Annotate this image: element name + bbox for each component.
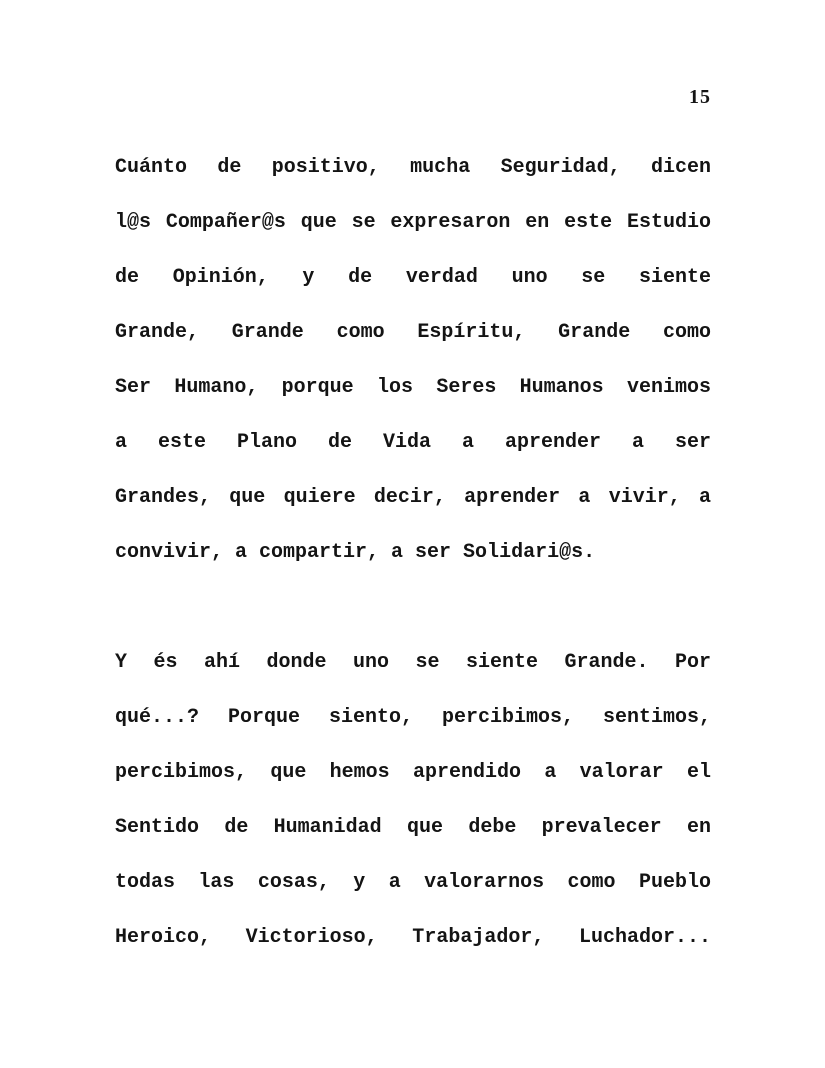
page-body xyxy=(115,140,711,1020)
text-line: convivir, a compartir, a ser Solidari@s. xyxy=(115,541,596,564)
page-number: 15 xyxy=(689,86,711,108)
text-line: Sentido de Humanidad que debe prevalecer en xyxy=(115,816,711,839)
text-line: a este Plano de Vida a aprender a ser xyxy=(115,431,711,454)
text-line: Grande, Grande como Espíritu, Grande como xyxy=(115,321,711,344)
text-line: Cuánto de positivo, mucha Seguridad, dicen xyxy=(115,156,711,179)
text-line: de Opinión, y de verdad uno se siente xyxy=(115,266,711,289)
text-line: Y és ahí donde uno se siente Grande. Por xyxy=(115,651,711,674)
text-line: todas las cosas, y a valorarnos como Pueblo xyxy=(115,871,711,894)
paragraph-2 xyxy=(115,635,711,965)
text-line: Heroico, Victorioso, Trabajador, Luchador... xyxy=(115,926,711,949)
paragraph-1 xyxy=(115,140,711,580)
text-line: Ser Humano, porque los Seres Humanos venimos xyxy=(115,376,711,399)
text-line: l@s Compañer@s que se expresaron en este Estudio xyxy=(115,211,711,234)
text-line: Grandes, que quiere decir, aprender a vivir, a xyxy=(115,486,711,509)
text-line: percibimos, que hemos aprendido a valorar el xyxy=(115,761,711,784)
text-line: qué...? Porque siento, percibimos, sentimos, xyxy=(115,706,711,729)
